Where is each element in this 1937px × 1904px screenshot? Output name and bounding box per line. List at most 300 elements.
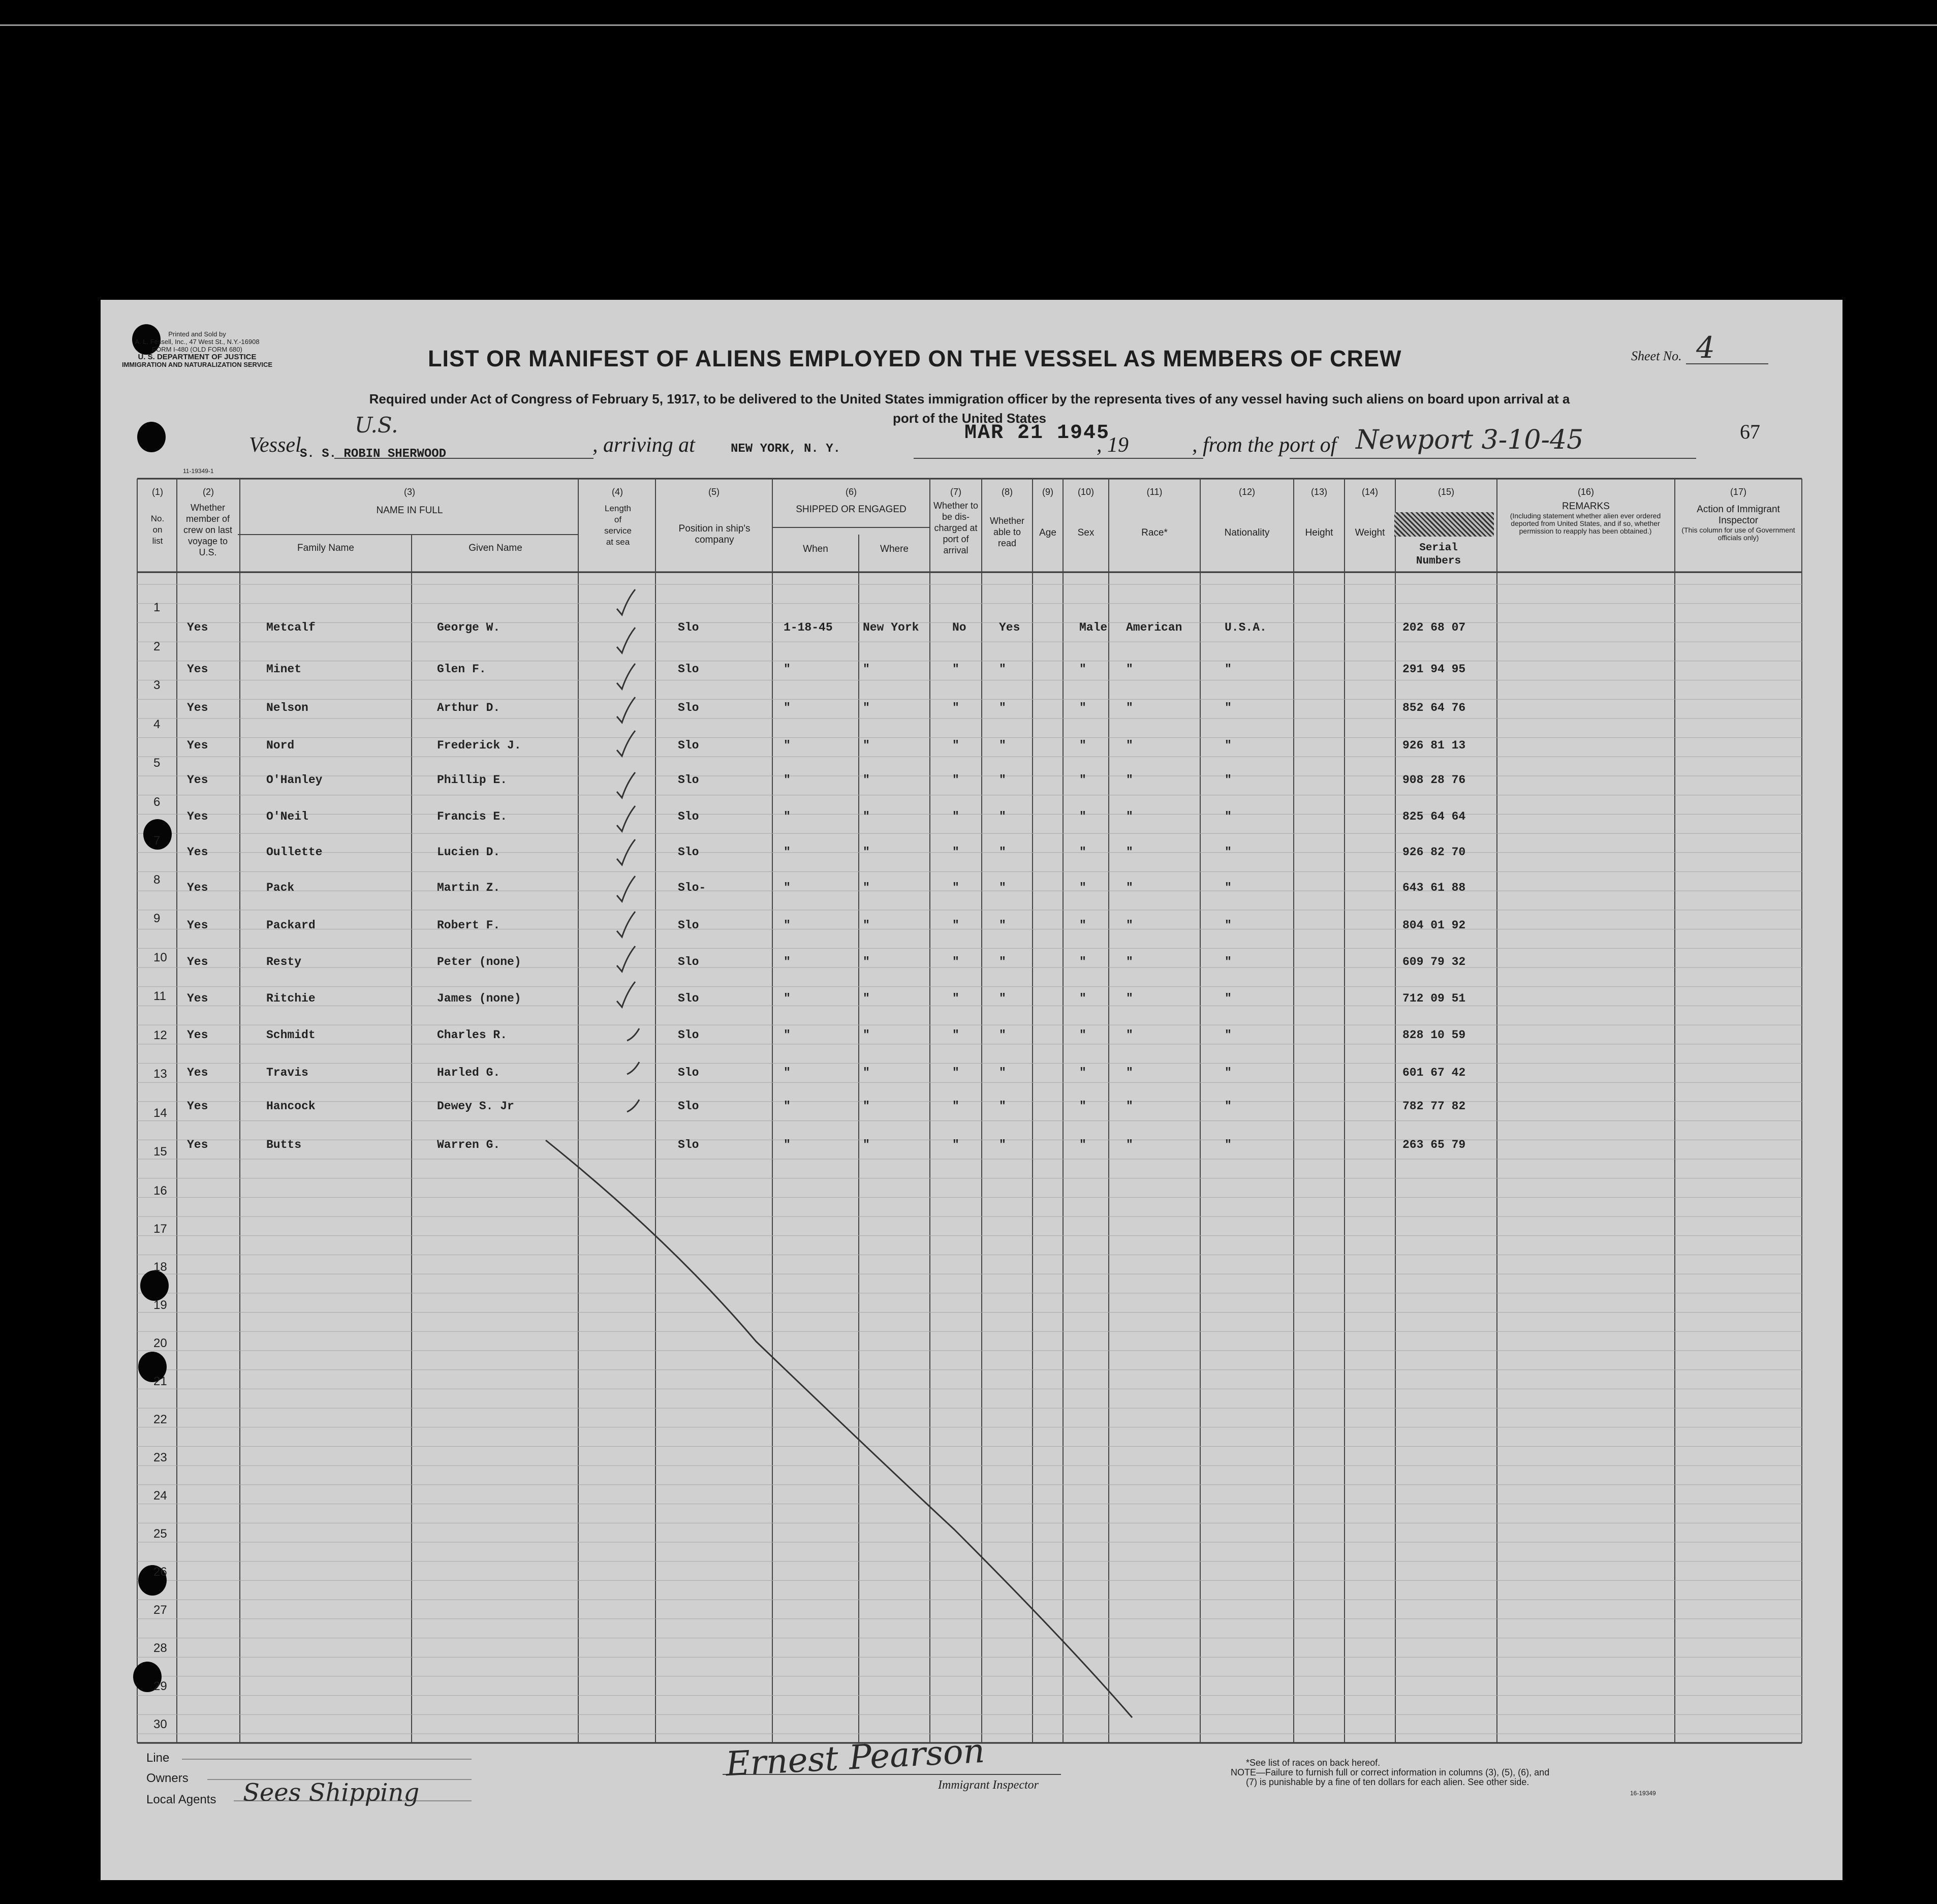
shipped-where: " — [863, 739, 870, 752]
cancel-diagonal-line — [546, 1140, 1132, 1718]
form-code: 11-19349-1 — [183, 467, 214, 475]
shipped-when: " — [784, 810, 791, 823]
form-title: LIST OR MANIFEST OF ALIENS EMPLOYED ON THE VESSEL AS MEMBERS OF CREW — [428, 346, 1402, 371]
crew-member-last-voyage: Yes — [187, 1100, 208, 1113]
form-number: 16-19349 — [1630, 1790, 1656, 1797]
corner-number: 67 — [1740, 420, 1760, 443]
discharged: No — [952, 621, 966, 634]
year-label: , 19 — [1097, 433, 1129, 457]
position: Slo — [678, 701, 699, 714]
serial-number: 926 82 70 — [1402, 846, 1466, 859]
race: " — [1126, 881, 1133, 894]
discharged: " — [952, 955, 959, 969]
check-mark — [617, 982, 635, 1007]
row-number: 23 — [153, 1451, 167, 1464]
family-name: Schmidt — [266, 1028, 316, 1042]
row-number: 21 — [153, 1375, 167, 1388]
crew-member-last-voyage: Yes — [187, 701, 208, 714]
nationality: " — [1225, 992, 1232, 1005]
shipped-when: " — [784, 881, 791, 894]
inspector-label: Immigrant Inspector — [938, 1778, 1039, 1792]
sex: " — [1079, 1138, 1086, 1151]
row-number: 13 — [153, 1067, 167, 1081]
position: Slo — [678, 1028, 699, 1042]
check-mark — [617, 664, 635, 689]
shipped-where: " — [863, 1028, 870, 1042]
row-number: 30 — [153, 1718, 167, 1731]
race: " — [1126, 1066, 1133, 1079]
discharged: " — [952, 1028, 959, 1042]
given-name: Robert F. — [437, 919, 501, 932]
nationality: " — [1225, 773, 1232, 787]
col-6-number: (6) — [846, 487, 857, 497]
footnote-line: NOTE—Failure to furnish full or correct information in columns (3), (5), (6), and — [1231, 1767, 1550, 1777]
top-border-line — [0, 24, 1937, 26]
given-name: Phillip E. — [437, 773, 508, 787]
family-name: Nelson — [266, 701, 308, 714]
col-4-label: Length of service at sea — [604, 504, 632, 547]
given-name: James (none) — [437, 992, 521, 1005]
serial-number: 643 61 88 — [1402, 881, 1466, 894]
family-name: Travis — [266, 1066, 308, 1079]
local-agents-label: Local Agents — [146, 1793, 216, 1806]
race: American — [1126, 621, 1182, 634]
family-name: Hancock — [266, 1100, 316, 1113]
shipped-when: " — [784, 773, 791, 787]
owners-label: Owners — [146, 1771, 189, 1785]
position: Slo — [678, 663, 699, 676]
position: Slo — [678, 810, 699, 823]
row-number: 29 — [153, 1679, 167, 1693]
crew-member-last-voyage: Yes — [187, 919, 208, 932]
punch-hole — [140, 1270, 169, 1301]
sex: " — [1079, 701, 1086, 714]
check-mark — [617, 839, 635, 865]
sex: " — [1079, 1066, 1086, 1079]
check-mark — [617, 912, 635, 937]
able-to-read: " — [999, 955, 1006, 969]
row-number: 10 — [153, 951, 167, 964]
col-13-number: (13) — [1310, 487, 1327, 497]
given-name: Warren G. — [437, 1138, 501, 1151]
vessel-label: Vessel — [249, 433, 301, 457]
vessel-name: S. S. ROBIN SHERWOOD — [300, 447, 447, 461]
sex: " — [1079, 1100, 1086, 1113]
sex: " — [1079, 739, 1086, 752]
shipped-when: " — [784, 663, 791, 676]
family-name: Nord — [266, 739, 295, 752]
crew-member-last-voyage: Yes — [187, 846, 208, 859]
sheet-number-value: 4 — [1696, 330, 1715, 365]
able-to-read: " — [999, 1100, 1006, 1113]
serial-number: 263 65 79 — [1402, 1138, 1466, 1151]
able-to-read: " — [999, 919, 1006, 932]
row-number: 5 — [153, 756, 161, 770]
family-name: Oullette — [266, 846, 323, 859]
race: " — [1126, 1100, 1133, 1113]
col-7-number: (7) — [950, 487, 961, 497]
col-17-label: Action of Immigrant Inspector — [1697, 504, 1780, 526]
printer-line: IMMIGRATION AND NATURALIZATION SERVICE — [121, 361, 273, 368]
col-2-number: (2) — [203, 487, 214, 497]
local-agents-value: Sees Shipping — [243, 1778, 420, 1807]
vessel-us-handwritten: U.S. — [355, 413, 398, 438]
crew-member-last-voyage: Yes — [187, 992, 208, 1005]
nationality: " — [1225, 955, 1232, 969]
shipped-where: " — [863, 773, 870, 787]
serial-number: 825 64 64 — [1402, 810, 1466, 823]
footnote-line: *See list of races on back hereof. — [1246, 1758, 1381, 1768]
race: " — [1126, 1028, 1133, 1042]
family-name: Pack — [266, 881, 295, 894]
col-13-label: Height — [1305, 527, 1333, 538]
serial-number: 852 64 76 — [1402, 701, 1466, 714]
position: Slo — [678, 955, 699, 969]
printer-info — [121, 330, 273, 368]
able-to-read: " — [999, 846, 1006, 859]
shipped-where: " — [863, 846, 870, 859]
crossed-out-heading — [1394, 512, 1494, 537]
discharged: " — [952, 1066, 959, 1079]
family-name: Packard — [266, 919, 316, 932]
shipped-when: " — [784, 701, 791, 714]
serial-number: 782 77 82 — [1402, 1100, 1466, 1113]
sex: " — [1079, 773, 1086, 787]
col-4-number: (4) — [612, 487, 623, 497]
discharged: " — [952, 992, 959, 1005]
nationality: " — [1225, 846, 1232, 859]
family-name: Ritchie — [266, 992, 316, 1005]
from-port-label: , from the port of — [1192, 433, 1337, 457]
shipped-where: " — [863, 955, 870, 969]
footnote — [1231, 1758, 1688, 1787]
col-16-label: REMARKS — [1562, 501, 1610, 512]
race: " — [1126, 663, 1133, 676]
col-3-number: (3) — [404, 487, 415, 497]
row-number: 22 — [153, 1413, 167, 1426]
nationality: " — [1225, 1028, 1232, 1042]
row-number: 2 — [153, 640, 161, 653]
family-name: Butts — [266, 1138, 302, 1151]
col-1-number: (1) — [152, 487, 163, 497]
arriving-label: , arriving at — [592, 433, 695, 457]
col-8-label: Whether able to read — [989, 516, 1025, 548]
punch-hole — [137, 422, 166, 452]
inspector-signature: Ernest Pearson — [725, 1731, 986, 1784]
serial-number: 291 94 95 — [1402, 663, 1466, 676]
crew-member-last-voyage: Yes — [187, 1028, 208, 1042]
sex: " — [1079, 663, 1086, 676]
col-16-number: (16) — [1577, 487, 1594, 497]
nationality: " — [1225, 663, 1232, 676]
nationality: " — [1225, 881, 1232, 894]
race: " — [1126, 701, 1133, 714]
row-number: 28 — [153, 1641, 167, 1655]
col-9-number: (9) — [1042, 487, 1053, 497]
nationality: " — [1225, 739, 1232, 752]
row-number: 26 — [153, 1565, 167, 1579]
serial-number: 908 28 76 — [1402, 773, 1466, 787]
position: Slo — [678, 773, 699, 787]
serial-number: 609 79 32 — [1402, 955, 1466, 969]
col-15-label: Serial Numbers — [1416, 542, 1461, 567]
row-number: 12 — [153, 1028, 167, 1042]
line-label: Line — [146, 1751, 170, 1765]
family-name: Metcalf — [266, 621, 316, 634]
col-6-where-label: Where — [880, 544, 909, 554]
crew-member-last-voyage: Yes — [187, 955, 208, 969]
col-14-label: Weight — [1355, 527, 1385, 538]
check-mark — [627, 1028, 639, 1041]
col-15-number: (15) — [1438, 487, 1454, 497]
given-name: Lucien D. — [437, 846, 501, 859]
row-number: 16 — [153, 1184, 167, 1198]
shipped-when: " — [784, 992, 791, 1005]
discharged: " — [952, 919, 959, 932]
check-mark — [617, 731, 635, 756]
discharged: " — [952, 701, 959, 714]
discharged: " — [952, 739, 959, 752]
check-mark — [627, 1062, 639, 1074]
sex: " — [1079, 846, 1086, 859]
serial-number: 804 01 92 — [1402, 919, 1466, 932]
row-number: 3 — [153, 678, 161, 692]
sex: " — [1079, 810, 1086, 823]
race: " — [1126, 955, 1133, 969]
able-to-read: " — [999, 810, 1006, 823]
given-name: Francis E. — [437, 810, 508, 823]
printer-line: FORM I-480 (OLD FORM 680) — [152, 346, 242, 353]
race: " — [1126, 992, 1133, 1005]
row-number: 27 — [153, 1603, 167, 1617]
race: " — [1126, 773, 1133, 787]
check-mark — [617, 628, 635, 653]
shipped-when: " — [784, 955, 791, 969]
sex: " — [1079, 1028, 1086, 1042]
able-to-read: " — [999, 663, 1006, 676]
nationality: U.S.A. — [1225, 621, 1267, 634]
row-number: 7 — [153, 834, 161, 848]
printer-line: A. L. Fessell, Inc., 47 West St., N.Y.-16908 — [135, 338, 260, 346]
crew-member-last-voyage: Yes — [187, 1066, 208, 1079]
shipped-when: " — [784, 1066, 791, 1079]
crew-member-last-voyage: Yes — [187, 663, 208, 676]
col-17-number: (17) — [1730, 487, 1746, 497]
col-7-label: Whether to be dis-charged at port of arrival — [933, 501, 979, 555]
position: Slo — [678, 1100, 699, 1113]
shipped-where: " — [863, 663, 870, 676]
nationality: " — [1225, 1138, 1232, 1151]
discharged: " — [952, 846, 959, 859]
col-14-number: (14) — [1361, 487, 1378, 497]
shipped-where: " — [863, 1100, 870, 1113]
nationality: " — [1225, 1100, 1232, 1113]
col-10-label: Sex — [1077, 527, 1095, 538]
crew-member-last-voyage: Yes — [187, 621, 208, 634]
sex: " — [1079, 955, 1086, 969]
shipped-where: " — [863, 992, 870, 1005]
able-to-read: " — [999, 1138, 1006, 1151]
subtitle-line: port of the United States — [893, 411, 1046, 426]
row-number: 4 — [153, 717, 161, 731]
shipped-when: " — [784, 846, 791, 859]
check-mark — [617, 697, 635, 723]
crew-member-last-voyage: Yes — [187, 773, 208, 787]
nationality: " — [1225, 810, 1232, 823]
date-stamp: MAR 21 1945 — [964, 422, 1110, 445]
able-to-read: Yes — [999, 621, 1020, 634]
serial-number: 601 67 42 — [1402, 1066, 1466, 1079]
able-to-read: " — [999, 1066, 1006, 1079]
able-to-read: " — [999, 701, 1006, 714]
crew-member-last-voyage: Yes — [187, 739, 208, 752]
row-number: 20 — [153, 1336, 167, 1350]
sheet-number-label: Sheet No. — [1631, 349, 1682, 363]
check-mark — [617, 589, 635, 615]
family-name: O'Neil — [266, 810, 308, 823]
row-number: 8 — [153, 873, 161, 887]
given-name: Glen F. — [437, 663, 486, 676]
sex: Male — [1079, 621, 1108, 634]
col-12-label: Nationality — [1224, 527, 1270, 538]
check-mark — [617, 876, 635, 901]
discharged: " — [952, 1100, 959, 1113]
family-name: O'Hanley — [266, 773, 323, 787]
race: " — [1126, 810, 1133, 823]
row-number: 18 — [153, 1260, 167, 1274]
given-name: Arthur D. — [437, 701, 501, 714]
arriving-port: NEW YORK, N. Y. — [731, 442, 841, 456]
row-number: 11 — [153, 989, 166, 1003]
subtitle-line: Required under Act of Congress of February 5, 1917, to be delivered to the United States immigration officer by the representa tives of any vessel having such aliens on board upon arrival at a — [369, 391, 1570, 407]
col-8-number: (8) — [1002, 487, 1013, 497]
race: " — [1126, 739, 1133, 752]
row-number: 17 — [153, 1222, 167, 1236]
race: " — [1126, 1138, 1133, 1151]
col-3-given-label: Given Name — [468, 543, 522, 553]
col-17-sublabel: (This column for use of Government officials only) — [1681, 526, 1795, 542]
able-to-read: " — [999, 739, 1006, 752]
shipped-where: " — [863, 701, 870, 714]
shipped-where: " — [863, 1138, 870, 1151]
position: Slo — [678, 739, 699, 752]
serial-number: 828 10 59 — [1402, 1028, 1466, 1042]
row-number: 1 — [153, 601, 161, 614]
discharged: " — [952, 810, 959, 823]
col-10-number: (10) — [1077, 487, 1094, 497]
col-1-label: No. on list — [150, 514, 165, 546]
nationality: " — [1225, 1066, 1232, 1079]
row-number: 24 — [153, 1489, 167, 1503]
position: Slo — [678, 1138, 699, 1151]
position: Slo — [678, 846, 699, 859]
race: " — [1126, 846, 1133, 859]
given-name: Charles R. — [437, 1028, 508, 1042]
serial-number: 712 09 51 — [1402, 992, 1466, 1005]
row-number: 9 — [153, 912, 161, 925]
col-11-label: Race* — [1141, 527, 1168, 538]
given-name: Martin Z. — [437, 881, 501, 894]
discharged: " — [952, 773, 959, 787]
printer-line: Printed and Sold by — [168, 330, 226, 338]
race: " — [1126, 919, 1133, 932]
nationality: " — [1225, 701, 1232, 714]
row-number: 14 — [153, 1106, 167, 1120]
manifest-sheet — [101, 300, 1842, 1880]
position: Slo- — [678, 881, 706, 894]
col-3-family-label: Family Name — [297, 543, 354, 553]
col-5-number: (5) — [708, 487, 720, 497]
shipped-when: " — [784, 739, 791, 752]
able-to-read: " — [999, 1028, 1006, 1042]
col-2-label: Whether member of crew on last voyage to U.S. — [183, 503, 233, 557]
row-number: 19 — [153, 1298, 167, 1312]
position: Slo — [678, 1066, 699, 1079]
sex: " — [1079, 992, 1086, 1005]
discharged: " — [952, 663, 959, 676]
check-mark — [617, 806, 635, 831]
given-name: Dewey S. Jr — [437, 1100, 514, 1113]
col-11-number: (11) — [1146, 487, 1163, 497]
col-9-label: Age — [1039, 527, 1056, 538]
given-name: George W. — [437, 621, 501, 634]
from-port-value: Newport 3-10-45 — [1356, 425, 1584, 455]
row-number: 15 — [153, 1145, 167, 1159]
crew-member-last-voyage: Yes — [187, 881, 208, 894]
family-name: Resty — [266, 955, 302, 969]
able-to-read: " — [999, 992, 1006, 1005]
row-number: 6 — [153, 795, 161, 809]
able-to-read: " — [999, 881, 1006, 894]
col-6-label: SHIPPED OR ENGAGED — [796, 504, 907, 515]
sex: " — [1079, 881, 1086, 894]
position: Slo — [678, 919, 699, 932]
shipped-where: " — [863, 810, 870, 823]
shipped-where: " — [863, 919, 870, 932]
row-number: 25 — [153, 1527, 167, 1541]
serial-number: 926 81 13 — [1402, 739, 1466, 752]
shipped-where: " — [863, 881, 870, 894]
discharged: " — [952, 1138, 959, 1151]
sex: " — [1079, 919, 1086, 932]
given-name: Peter (none) — [437, 955, 521, 969]
position: Slo — [678, 621, 699, 634]
nationality: " — [1225, 919, 1232, 932]
serial-number: 202 68 07 — [1402, 621, 1466, 634]
shipped-where: New York — [863, 621, 919, 634]
crew-member-last-voyage: Yes — [187, 1138, 208, 1151]
shipped-where: " — [863, 1066, 870, 1079]
family-name: Minet — [266, 663, 302, 676]
shipped-when: " — [784, 1100, 791, 1113]
shipped-when: " — [784, 1138, 791, 1151]
col-3-label: NAME IN FULL — [376, 505, 443, 516]
discharged: " — [952, 881, 959, 894]
able-to-read: " — [999, 773, 1006, 787]
col-6-when-label: When — [803, 544, 828, 554]
shipped-when: 1-18-45 — [784, 621, 833, 634]
shipped-when: " — [784, 1028, 791, 1042]
crew-member-last-voyage: Yes — [187, 810, 208, 823]
col-12-number: (12) — [1238, 487, 1255, 497]
position: Slo — [678, 992, 699, 1005]
footnote-line: (7) is punishable by a fine of ten dollars for each alien. See other side. — [1246, 1777, 1529, 1787]
given-name: Frederick J. — [437, 739, 521, 752]
col-5-label: Position in ship's company — [678, 523, 751, 545]
printer-line: U. S. DEPARTMENT OF JUSTICE — [138, 353, 257, 361]
shipped-when: " — [784, 919, 791, 932]
col-16-sublabel: (Including statement whether alien ever ordered deported from United States, and if so, whether permission to reapply has been obtained.) — [1510, 512, 1661, 535]
